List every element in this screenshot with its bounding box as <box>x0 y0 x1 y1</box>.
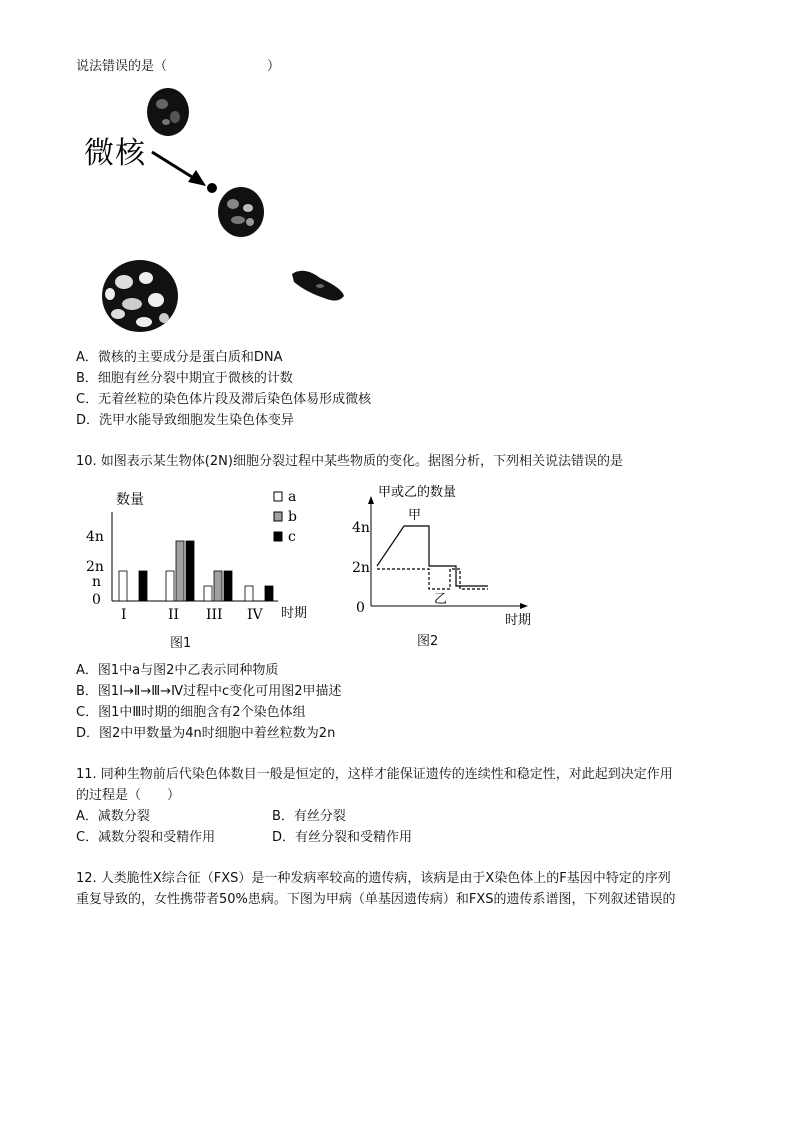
q9-stem-text: 说法错误的是（ <box>76 59 168 74</box>
fig1-category-I: I <box>121 607 127 623</box>
cell-top <box>147 88 189 136</box>
q10-option-b: B．图1I→Ⅱ→Ⅲ→Ⅳ过程中c变化可用图2甲描述 <box>76 684 342 699</box>
fig1-category-II: II <box>168 607 180 623</box>
fig2-y-tick-2n: 2n <box>352 560 370 576</box>
q10-option-c: C．图1中Ⅲ时期的细胞含有2个染色体组 <box>76 705 306 720</box>
q11-option-a: A．减数分裂 <box>76 809 150 824</box>
fig2-series-jia <box>377 526 488 586</box>
fig1-bars <box>119 541 273 601</box>
figure2-line-chart <box>350 478 550 633</box>
fig2-y-tick-4n: 4n <box>352 520 370 536</box>
q10-option-a: A．图1中a与图2中乙表示同种物质 <box>76 663 279 678</box>
fig1-x-title: 时期 <box>281 606 308 621</box>
q10-option-d: D．图2中甲数量为4n时细胞中着丝粒数为2n <box>76 726 336 741</box>
micronucleus-dot <box>207 183 217 193</box>
arrow-head <box>188 170 206 186</box>
legend-a-label: a <box>288 489 297 505</box>
figure1-bar-chart <box>78 482 328 632</box>
q11-option-d: D．有丝分裂和受精作用 <box>272 830 413 845</box>
fig1-y-tick-n: n <box>92 574 102 590</box>
fig2-label-yi: 乙 <box>434 592 448 607</box>
fig1-y-tick-4n: 4n <box>86 529 104 545</box>
q9-option-d: D．洗甲水能导致细胞发生染色体变异 <box>76 413 295 428</box>
legend-a-swatch <box>274 492 282 501</box>
fig2-x-title: 时期 <box>505 613 532 628</box>
bar-c-II <box>186 541 194 601</box>
q9-option-a: A．微核的主要成分是蛋白质和DNA <box>76 350 283 365</box>
q9-stem-close: ） <box>267 59 281 74</box>
bar-a-II <box>166 571 174 601</box>
fig2-caption: 图2 <box>417 634 439 649</box>
q12-stem-line2: 重复导致的，女性携带者50%患病。下图为甲病（单基因遗传病）和FXS的遗传系谱图，下列叙述错误的 <box>76 892 676 907</box>
bar-a-IV <box>245 586 253 601</box>
bar-c-III <box>224 571 232 601</box>
bar-c-I <box>139 571 147 601</box>
micronucleus-micrograph <box>80 82 380 342</box>
legend-c-swatch <box>274 532 282 541</box>
q9-stem <box>76 58 280 76</box>
fig1-categories <box>121 607 264 623</box>
q11-option-c: C．减数分裂和受精作用 <box>76 830 216 845</box>
cell-middle <box>218 187 264 237</box>
bar-b-III <box>214 571 222 601</box>
fig2-x-arrow <box>520 603 528 609</box>
fig2-y-arrow <box>368 496 374 504</box>
bar-a-I <box>119 571 127 601</box>
fig2-label-jia: 甲 <box>408 508 422 523</box>
q9-option-c: C．无着丝粒的染色体片段及滞后染色体易形成微核 <box>76 392 372 407</box>
cell-bottom-left <box>102 260 178 332</box>
bar-a-III <box>204 586 212 601</box>
cell-elongated <box>292 271 344 301</box>
q11-stem-line2: 的过程是（ ） <box>76 788 181 803</box>
q10-stem: 10. 如图表示某生物体(2N)细胞分裂过程中某些物质的变化。据图分析，下列相关说法错误的是 <box>76 454 623 469</box>
fig1-y-tick-0: 0 <box>92 592 101 608</box>
q11-stem-line1: 11. 同种生物前后代染色体数目一般是恒定的，这样才能保证遗传的连续性和稳定性，对此起到决定作用 <box>76 767 673 782</box>
q9-option-b: B．细胞有丝分裂中期宜于微核的计数 <box>76 371 293 386</box>
fig1-category-IV: IV <box>247 607 263 623</box>
bar-b-II <box>176 541 184 601</box>
fig1-category-III: III <box>206 607 223 623</box>
fig1-caption: 图1 <box>170 636 192 651</box>
fig1-y-tick-2n: 2n <box>86 559 104 575</box>
micronucleus-label: 微核 <box>84 136 146 171</box>
legend-c-label: c <box>288 529 296 545</box>
legend-b-swatch <box>274 512 282 521</box>
q11-option-b: B．有丝分裂 <box>272 809 346 824</box>
legend-b-label: b <box>288 509 297 525</box>
fig1-y-title: 数量 <box>116 492 144 508</box>
fig2-y-tick-0: 0 <box>356 600 365 616</box>
fig2-y-title: 甲或乙的数量 <box>378 485 457 500</box>
bar-c-IV <box>265 586 273 601</box>
q12-stem-line1: 12. 人类脆性X综合征（FXS）是一种发病率较高的遗传病，该病是由于X染色体上的F基因中特定的序列 <box>76 871 671 886</box>
